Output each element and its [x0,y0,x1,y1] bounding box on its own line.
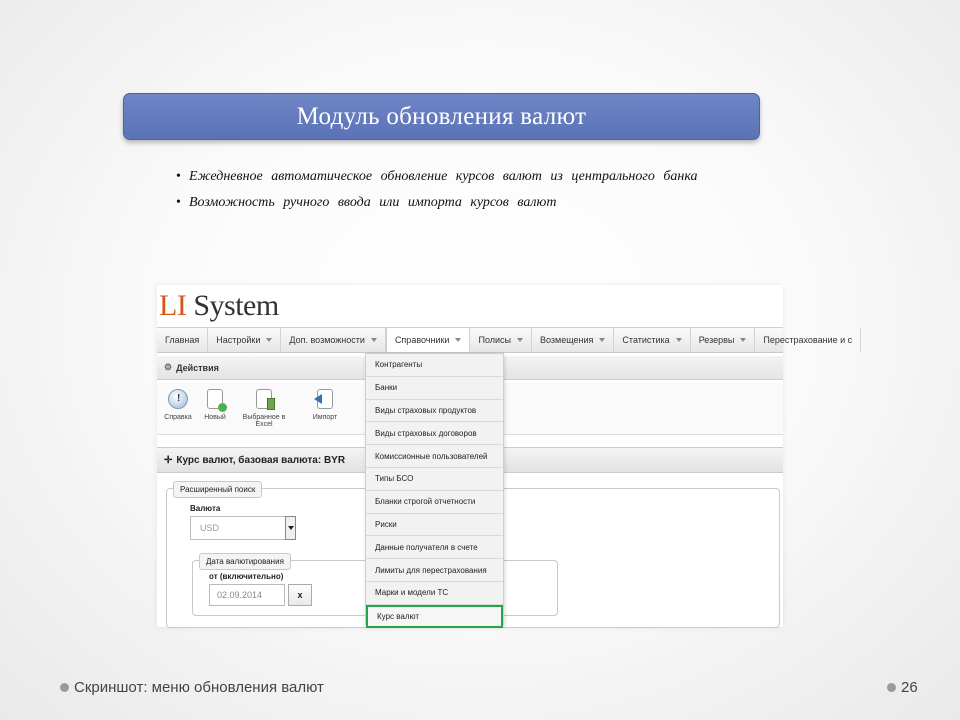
page-number: 26 [887,679,918,696]
actions-title: Действия [176,362,219,373]
advanced-search-legend[interactable]: Расширенный поиск [173,481,262,498]
currency-select[interactable]: USD [190,516,296,540]
chevron-down-icon [517,338,523,342]
app-logo: LI System [159,289,279,322]
nav-item-references[interactable]: Справочники [386,328,471,352]
bullet-item: • Ежедневное автоматическое обновление курсов валют из центрального банка [176,168,721,186]
references-dropdown-menu [365,353,504,625]
nav-item-policies[interactable]: Полисы [470,328,532,352]
app-screenshot [157,285,853,627]
value-date-legend[interactable]: Дата валютирования [199,553,291,570]
gear-icon: ⚙ [164,362,173,372]
new-document-icon [207,389,223,409]
currency-label: Валюта [190,504,221,513]
bullet-dot-icon [887,683,896,692]
bullet-item: • Возможность ручного ввода или импорта курсов валют [176,194,721,212]
menu-item[interactable]: Виды страховых договоров [366,422,503,445]
section-title: Курс валют, базовая валюта: BYR [176,454,346,466]
bullet-dot-icon [60,683,69,692]
from-date-input[interactable]: 02.09.2014 [209,584,285,606]
menu-item-currency-rates[interactable]: Курс валют [366,605,503,628]
nav-item-extras[interactable]: Доп. возможности [281,328,386,352]
nav-item-claims[interactable]: Возмещения [532,328,614,352]
chevron-down-icon [599,338,605,342]
menu-item[interactable]: Типы БСО [366,468,503,491]
excel-export-icon [256,389,272,409]
help-button[interactable]: ! Справка [163,389,193,421]
slide-title-box [123,93,760,140]
dropdown-button[interactable] [285,516,296,540]
menu-item[interactable]: Лимиты для перестрахования [366,559,503,582]
menu-item[interactable]: Виды страховых продуктов [366,400,503,423]
menu-item[interactable]: Банки [366,377,503,400]
slide-title: Модуль обновления валют [296,102,587,130]
menu-item[interactable]: Комиссионные пользователей [366,445,503,468]
collapse-arrows-icon: ✛ [164,454,173,466]
nav-item-settings[interactable]: Настройки [208,328,281,352]
from-date-label: от (включительно) [209,572,284,581]
chevron-down-icon [288,526,294,530]
import-icon [317,389,333,409]
menu-item[interactable]: Данные получателя в счете [366,536,503,559]
help-bubble-icon: ! [168,389,188,409]
nav-item-reserves[interactable]: Резервы [691,328,756,352]
bullet-list [176,168,721,220]
chevron-down-icon [676,338,682,342]
export-excel-button[interactable]: Выбранное в Excel [239,389,289,428]
nav-item-statistics[interactable]: Статистика [614,328,690,352]
menu-item[interactable]: Контрагенты [366,354,503,377]
menu-item[interactable]: Бланки строгой отчетности [366,491,503,514]
clear-date-button[interactable]: x [288,584,312,606]
chevron-down-icon [371,338,377,342]
import-button[interactable]: Импорт [311,389,339,421]
chevron-down-icon [740,338,746,342]
new-button[interactable]: Новый [203,389,227,421]
nav-item-home[interactable]: Главная [157,328,208,352]
chevron-down-icon [455,338,461,342]
nav-item-reinsurance[interactable]: Перестрахование и с [755,328,861,352]
menu-item[interactable]: Марки и модели ТС [366,582,503,605]
slide-caption: Скриншот: меню обновления валют [60,679,324,696]
menu-item[interactable]: Риски [366,514,503,537]
main-nav [157,327,853,353]
chevron-down-icon [266,338,272,342]
